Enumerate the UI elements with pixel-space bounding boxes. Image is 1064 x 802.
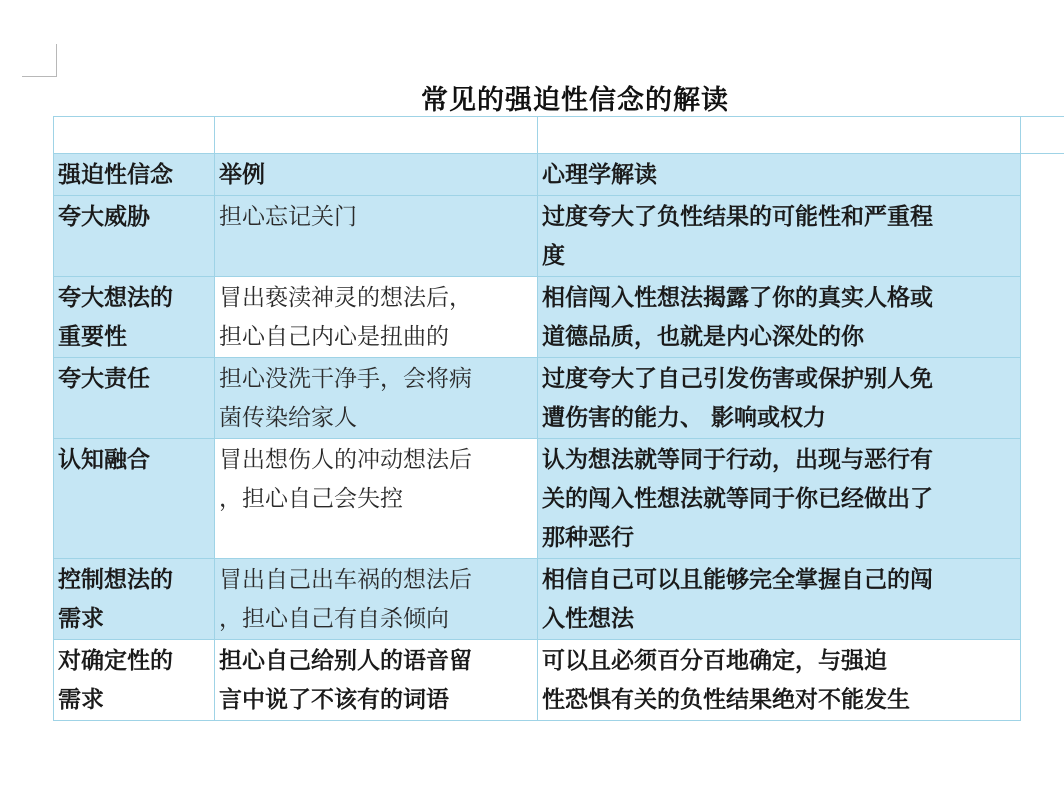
belief-cell: 控制想法的 需求 bbox=[54, 559, 215, 640]
document-title: 常见的强迫性信念的解读 bbox=[421, 85, 729, 116]
interpretation-cell: 可以且必须百分百地确定，与强迫 性恐惧有关的负性结果绝对不能发生 bbox=[538, 640, 1021, 721]
header-example: 举例 bbox=[215, 154, 538, 196]
empty-row bbox=[54, 117, 1064, 154]
table-row bbox=[54, 358, 1064, 439]
table-row bbox=[54, 559, 1064, 640]
table-row bbox=[54, 196, 1064, 277]
table-row bbox=[54, 640, 1064, 721]
belief-cell: 对确定性的 需求 bbox=[54, 640, 215, 721]
example-cell: 担心忘记关门 bbox=[215, 196, 538, 277]
belief-cell: 夸大责任 bbox=[54, 358, 215, 439]
belief-cell: 夸大威胁 bbox=[54, 196, 215, 277]
beliefs-table bbox=[53, 116, 1064, 721]
interpretation-cell: 认为想法就等同于行动，出现与恶行有 关的闯入性想法就等同于你已经做出了 那种恶行 bbox=[538, 439, 1021, 559]
table-cell bbox=[215, 117, 538, 154]
belief-cell: 夸大想法的 重要性 bbox=[54, 277, 215, 358]
example-cell: 担心没洗干净手，会将病 菌传染给家人 bbox=[215, 358, 538, 439]
example-cell: 冒出想伤人的冲动想法后 ，担心自己会失控 bbox=[215, 439, 538, 559]
header-interpretation: 心理学解读 bbox=[538, 154, 1021, 196]
interpretation-cell: 相信自己可以且能够完全掌握自己的闯 入性想法 bbox=[538, 559, 1021, 640]
header-belief: 强迫性信念 bbox=[54, 154, 215, 196]
table-cell bbox=[1021, 117, 1064, 154]
interpretation-cell: 过度夸大了负性结果的可能性和严重程 度 bbox=[538, 196, 1021, 277]
table-cell bbox=[538, 117, 1021, 154]
header-row bbox=[54, 154, 1064, 196]
interpretation-cell: 相信闯入性想法揭露了你的真实人格或 道德品质，也就是内心深处的你 bbox=[538, 277, 1021, 358]
example-cell: 冒出自己出车祸的想法后 ，担心自己有自杀倾向 bbox=[215, 559, 538, 640]
belief-cell: 认知融合 bbox=[54, 439, 215, 559]
table-cell bbox=[54, 117, 215, 154]
example-cell: 担心自己给别人的语音留 言中说了不该有的词语 bbox=[215, 640, 538, 721]
example-cell: 冒出亵渎神灵的想法后， 担心自己内心是扭曲的 bbox=[215, 277, 538, 358]
table-row bbox=[54, 277, 1064, 358]
page-corner-mark bbox=[22, 44, 57, 77]
interpretation-cell: 过度夸大了自己引发伤害或保护别人免 遭伤害的能力、 影响或权力 bbox=[538, 358, 1021, 439]
table-row bbox=[54, 439, 1064, 559]
